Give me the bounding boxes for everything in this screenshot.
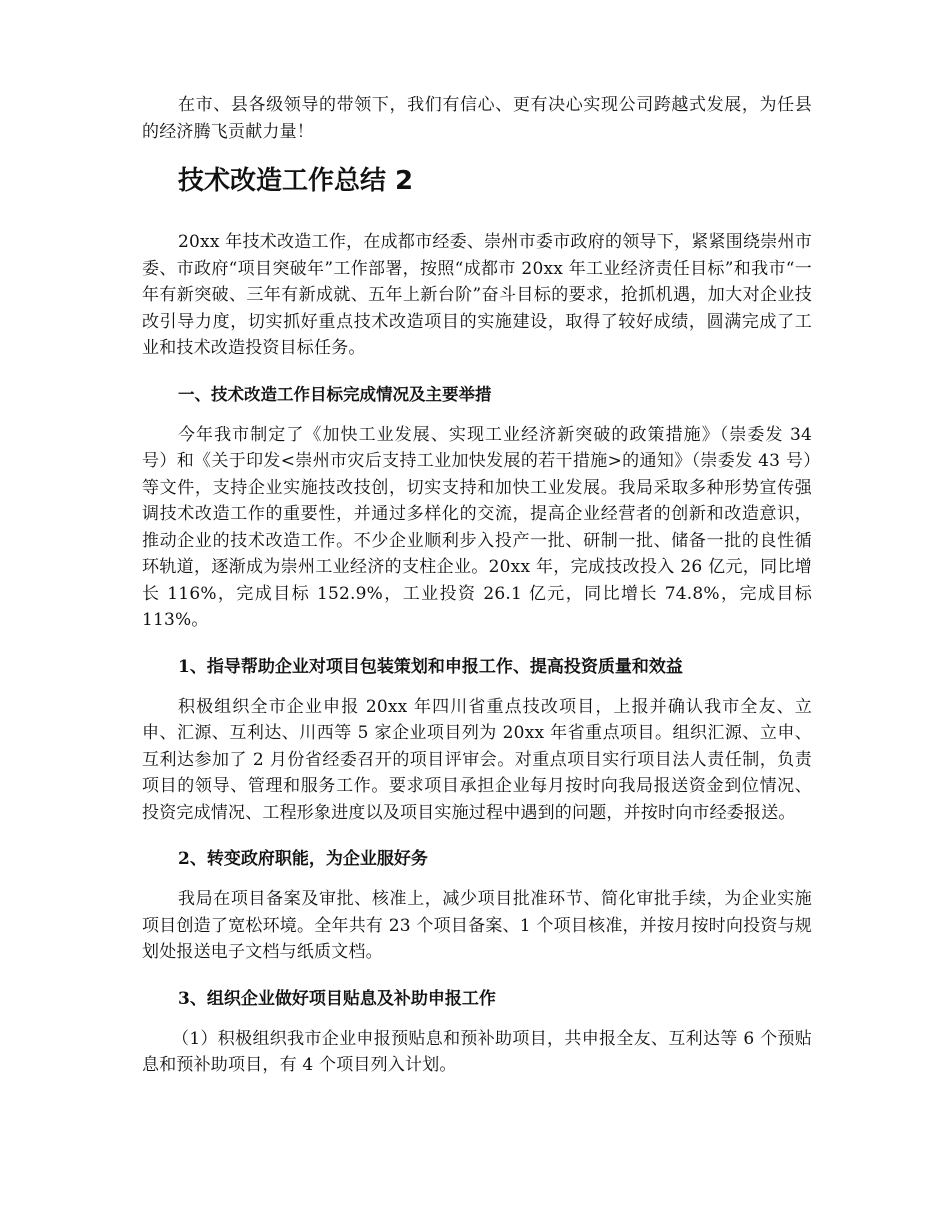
paragraph-subsidy-projects: （1）积极组织我市企业申报预贴息和预补助项目，共申报全友、互利达等 6 个预贴息和预补助项目，有 4 个项目列入计划。 [142, 1028, 812, 1075]
subheading-project-guidance: 1、指导帮助企业对项目包装策划和申报工作、提高投资质量和效益 [178, 656, 683, 677]
paragraph-policy-measures: 今年我市制定了《加快工业发展、实现工业经济新突破的政策措施》（崇委发 34 号）和《关于印发<崇州市灾后支持工业加快发展的若干措施>的通知》（崇委发 43 号）等文件，支持企业实施技改技创，切实支持和加快工业发展。我局采取多种形势宣传强调技术改造工作的重要性，并通过多样化的交流，提高企业经营者的创新和改造意识，推动企业的技术改造工作。不少企业顺利步入投产一批、研制一批、储备一批的良性循环轨道，逐渐成为崇州工业经济的支柱企业。20xx 年，完成技改投入 26 亿元，同比增长 116%，完成目标 152.9%，工业投资 26.1 亿元，同比增长 74.8%，完成目标 113%。 [142, 424, 812, 630]
subheading-government-service: 2、转变政府职能，为企业服好务 [178, 849, 428, 869]
paragraph-key-projects: 积极组织全市企业申报 20xx 年四川省重点技改项目，上报并确认我市全友、立申、汇源、互利达、川西等 5 家企业项目列为 20xx 年省重点项目。组织汇源、立申、互利达参加了 2 月份省经委召开的项目评审会。对重点项目实行项目法人责任制，负责项目的领导、管理和服务工作。要求项目承担企业每月按时向我局报送资金到位情况、投资完成情况、工程形象进度以及项目实施过程中遇到的问题，并按时向市经委报送。 [142, 696, 812, 823]
overview-paragraph: 20xx 年技术改造工作，在成都市经委、崇州市委市政府的领导下，紧紧围绕崇州市委、市政府“项目突破年”工作部署，按照“成都市 20xx 年工业经济责任目标”和我市“一年有新突破、三年有新成就、五年上新台阶”奋斗目标的要求，抢抓机遇，加大对企业技改引导力度，切实抓好重点技术改造项目的实施建设，取得了较好成绩，圆满完成了工业和技术改造投资目标任务。 [142, 232, 812, 358]
paragraph-project-approval: 我局在项目备案及审批、核准上，减少项目批准环节、简化审批手续，为企业实施项目创造了宽松环境。全年共有 23 个项目备案、1 个项目核准，并按月按时向投资与规划处报送电子文档与纸质文档。 [142, 889, 812, 962]
heading-goal-completion: 一、技术改造工作目标完成情况及主要举措 [178, 384, 492, 404]
subheading-subsidy-application: 3、组织企业做好项目贴息及补助申报工作 [178, 988, 496, 1009]
intro-paragraph: 在市、县各级领导的带领下，我们有信心、更有决心实现公司跨越式发展，为任县的经济腾飞贡献力量！ [142, 95, 812, 142]
section-title: 技术改造工作总结 2 [178, 166, 414, 196]
document-page [142, 92, 812, 1079]
